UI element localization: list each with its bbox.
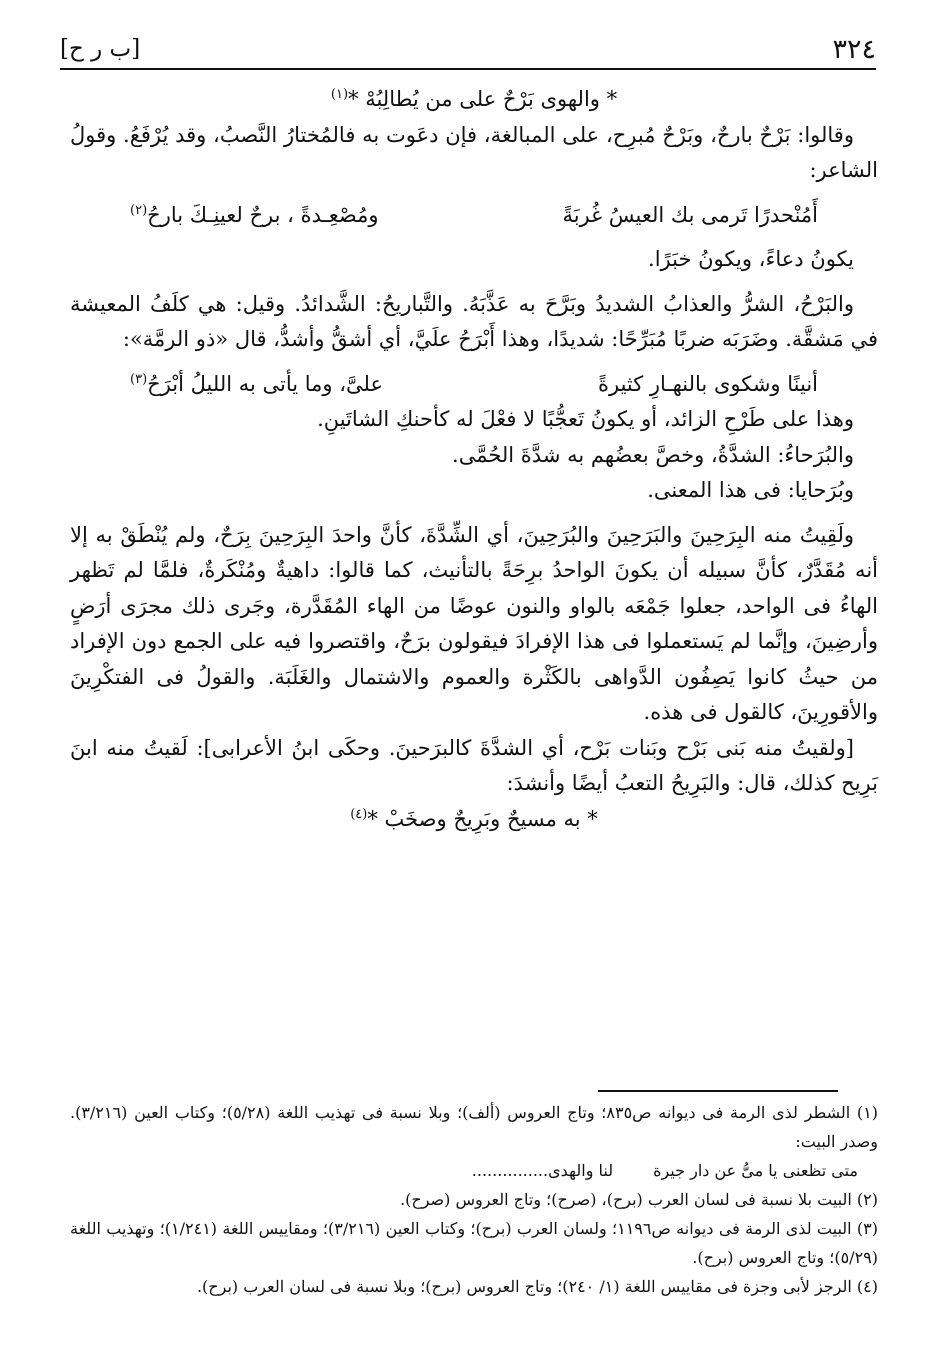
hemistich-first: أَمُنْحدرًا تَرمى بك العيسُ غُربَةً (562, 202, 818, 227)
main-text (70, 82, 878, 837)
verse (70, 198, 878, 234)
paragraph: وقالوا: بَرْحٌ بارحٌ، وبَرْحٌ مُبرِح، على المبالغة، فإن دعَوت به فالمُختارُ النَّصبُ، وقد يُرْفَعُ. وقولُ الشاعر: (70, 122, 878, 182)
verse-text: * والهوى بَرْحٌ على من يُطالِبُهْ * (348, 87, 618, 111)
footnote-ref: (٢) (130, 202, 148, 218)
hemistich-second: علىَّ، وما يأتى به الليلُ أبْرَحُ$^{(٣)}$ (130, 371, 384, 396)
footnote-ref: (٤) (350, 806, 368, 822)
paragraph: ولَقِيتُ منه البِرَحِينَ والبَرَحِينَ والبُرَحِينَ، أي الشِّدَّةَ، كأنَّ واحدَ البِرَحِينَ بِرَحٌ، ولم يُنْطَقْ به إلا أنه مُقَدَّرٌ، كأنَّ سبيله أن يكونَ الواحدُ برِحَةً بالتأنيث، كما قالوا: داهيةٌ ومُنْكَرةٌ، فلمَّا لم تَظهر الهاءُ فى الواحد، جعلوا جَمْعَه بالواو والنون عوضًا من الهاء المُقَدَّرة، وجَرى ذلك مجرَى أرَضٍ وأرضِينَ، وإنَّما لم يَستعملوا فى هذا الإفرادَ فيقولون برَحٌ، واقتصروا فيه على الجمع دون الإفراد من حيثُ كانوا يَصِفُون الدَّواهى بالكَثْرة والعموم والاشتمال والغَلَبَة. والقولُ فى الفتكْرِينَ والأقورِينَ، كالقول فى هذه. (70, 522, 878, 724)
verse (70, 367, 878, 403)
paragraph: والبَرْحُ، الشرُّ والعذابُ الشديدُ وبَرَّحَ به عَذَّبَهُ. والتَّباريحُ: الشَّدائدُ. وقيل: هي كلَفُ المعيشة في مَشقَّة. وضَرَبَه ضربًا مُبَرِّحًا: شديدًا، وهذا أَبْرَحُ علَيَّ، أي أشقُّ وأشدُّ، قال «ذو الرمَّة»: (70, 291, 878, 351)
footnote-1: (١) الشطر لذى الرمة فى ديوانه ص٨٣٥؛ وتاج العروس (ألف)؛ وبلا نسبة فى تهذيب اللغة (٥/٢٨)؛ وكتاب العين (٣/٢١٦). وصدر البيت: (70, 1103, 878, 1151)
hemistich-first: أنينًا وشكوى بالنهـارِ كثيرةً (597, 371, 818, 396)
paragraph: وهذا على طَرْحِ الزائد، أو يكونُ تَعجُّبًا لا فعْلَ له كأحنكِ الشاتَينِ. (317, 407, 854, 431)
footnote-ref: (١) (330, 87, 349, 102)
verse-text: * به مسيحٌ وبَرِيحٌ وصخَبْ * (367, 806, 598, 831)
header-rule (60, 68, 876, 70)
hemistich-second: ومُصْعِـدةً ، برحٌ لعينِـكَ بارحُ$^{(٢)}$ (130, 202, 379, 227)
paragraph: وبُرَحايا: فى هذا المعنى. (647, 478, 854, 502)
paragraph: يكونُ دعاءً، ويكونُ خبَرًا. (648, 247, 854, 271)
footnote-3: (٣) البيت لذى الرمة فى ديوانه ص١١٩٦؛ ولسان العرب (برح)؛ وكتاب العين (٣/٢١٦)؛ ومقاييس اللغة (١/٢٤١)؛ وتهذيب اللغة (٥/٢٩)؛ وتاج العروس (برح). (70, 1219, 879, 1267)
footnote-verse-first: متى تظعنى يا مىُّ عن دار جيرة (653, 1161, 858, 1180)
verse-line (70, 802, 878, 838)
root-letters: [ب ر ح] (60, 36, 141, 62)
paragraph: [ولقيتُ منه بَنى بَرْح وبَنات بَرْح، أي الشدَّةَ كالبرَحينَ. وحكَى ابنُ الأعرابى]: لَقيتُ منه ابنَ بَرِيح كذلك، قال: والبَرِيحُ التعبُ أيضًا وأنشدَ: (70, 735, 878, 795)
paragraph: والبُرَحاءُ: الشدَّةُ، وخصَّ بعضُهم به شدَّةَ الحُمَّى. (452, 442, 854, 467)
footnote-verse (70, 1156, 878, 1185)
footnote-4: (٤) الرجز لأبى وجزة فى مقاييس اللغة (١/ ٢٤٠)؛ وتاج العروس (برح)؛ وبلا نسبة فى لسان العرب (برح). (196, 1277, 878, 1296)
footnote-ref: (٣) (130, 371, 148, 387)
footnote-separator (598, 1090, 838, 1092)
page-number: ٣٢٤ (832, 34, 876, 65)
verse-line (70, 82, 878, 118)
footnote-verse-second: لنا والهدى............... (471, 1161, 614, 1180)
footnote-2: (٢) البيت بلا نسبة فى لسان العرب (برح)، (صرح)؛ وتاج العروس (صرح). (400, 1190, 878, 1209)
footnotes (70, 1098, 878, 1301)
